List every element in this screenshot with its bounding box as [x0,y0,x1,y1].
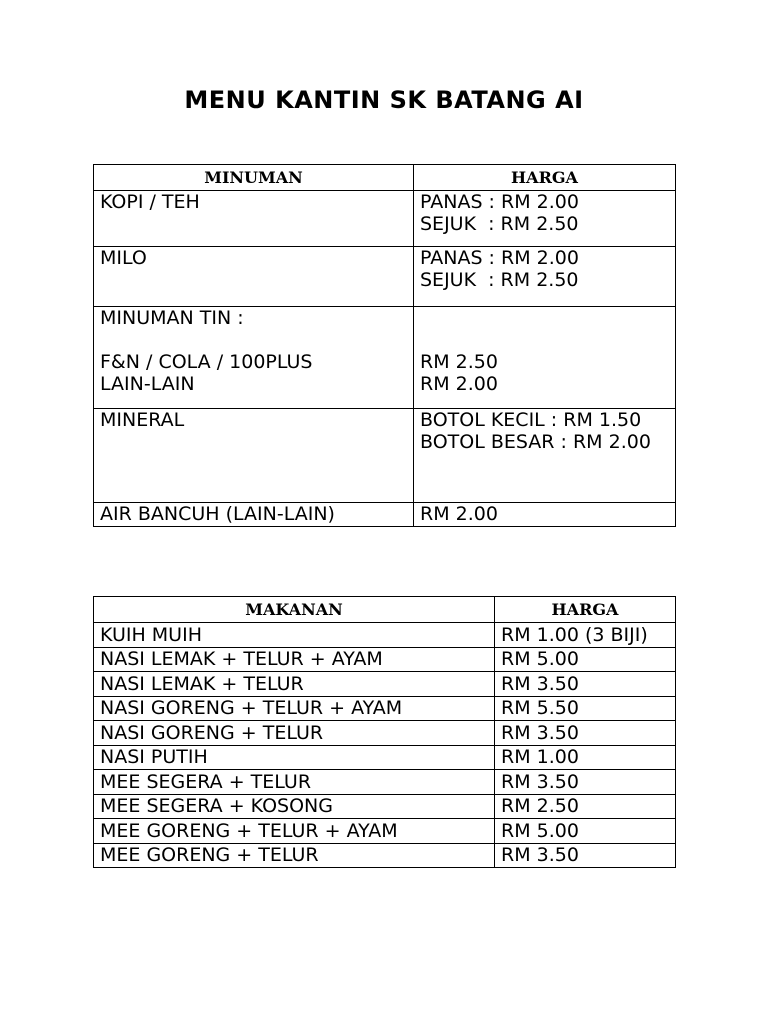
drink-price-hot: PANAS : RM 2.00 [420,191,579,213]
food-item-cell: NASI LEMAK + TELUR [94,672,495,697]
food-item-cell: MEE GORENG + TELUR [94,843,495,868]
drinks-header-row [94,165,676,191]
drinks-price-table [93,164,676,527]
food-item-cell: NASI GORENG + TELUR [94,721,495,746]
drink-price-large-bottle: BOTOL BESAR : RM 2.00 [420,431,651,453]
food-row [94,647,676,672]
drink-item-label: KOPI / TEH [100,191,200,213]
food-item-cell: NASI GORENG + TELUR + AYAM [94,696,495,721]
drink-price-cell [414,191,676,247]
food-header-row [94,597,676,623]
food-price-cell: RM 3.50 [495,672,676,697]
drinks-row [94,503,676,527]
drink-item-cell [94,307,414,409]
food-row [94,819,676,844]
food-price-cell: RM 5.00 [495,819,676,844]
drink-item-cell [94,503,414,527]
food-item-cell: NASI LEMAK + TELUR + AYAM [94,647,495,672]
food-price-cell: RM 2.50 [495,794,676,819]
drink-item-label: MILO [100,247,147,269]
food-row [94,672,676,697]
drink-price-cell [414,247,676,307]
food-row [94,745,676,770]
food-price-cell: RM 1.00 [495,745,676,770]
drink-item-label: AIR BANCUH (LAIN-LAIN) [100,503,335,525]
drink-item-sublabel: LAIN-LAIN [100,373,195,395]
food-price-table [93,596,676,868]
food-row [94,721,676,746]
food-price-cell: RM 5.00 [495,647,676,672]
food-item-cell: NASI PUTIH [94,745,495,770]
food-row [94,623,676,648]
food-item-cell: MEE GORENG + TELUR + AYAM [94,819,495,844]
drink-price-cold: SEJUK : RM 2.50 [420,213,579,235]
drink-price-spacer [420,307,669,329]
drink-price-value: RM 2.00 [420,503,498,525]
drinks-row [94,191,676,247]
food-row [94,843,676,868]
food-header-price: HARGA [495,597,676,623]
drinks-row [94,409,676,503]
drink-item-label: MINERAL [100,409,185,431]
food-item-cell: MEE SEGERA + TELUR [94,770,495,795]
drink-price-value: RM 2.50 [420,351,498,373]
drinks-row [94,307,676,409]
drink-item-cell [94,247,414,307]
food-price-cell: RM 5.50 [495,696,676,721]
drink-item-cell [94,409,414,503]
food-row [94,794,676,819]
food-price-cell: RM 1.00 (3 BIJI) [495,623,676,648]
food-price-cell: RM 3.50 [495,721,676,746]
food-header-item: MAKANAN [94,597,495,623]
drinks-header-price: HARGA [414,165,676,191]
food-item-cell: KUIH MUIH [94,623,495,648]
drink-item-sublabel: F&N / COLA / 100PLUS [100,351,313,373]
drink-price-value: RM 2.00 [420,373,498,395]
drink-item-cell [94,191,414,247]
food-price-cell: RM 3.50 [495,770,676,795]
drink-item-label: MINUMAN TIN : [100,307,244,329]
food-price-cell: RM 3.50 [495,843,676,868]
drink-price-cell [414,409,676,503]
drink-price-spacer [420,329,669,351]
drink-price-cell [414,307,676,409]
drink-price-cell [414,503,676,527]
food-row [94,696,676,721]
drink-item-spacer [100,329,407,351]
drinks-header-item: MINUMAN [94,165,414,191]
food-item-cell: MEE SEGERA + KOSONG [94,794,495,819]
food-row [94,770,676,795]
page-title: MENU KANTIN SK BATANG AI [184,86,584,114]
drink-price-small-bottle: BOTOL KECIL : RM 1.50 [420,409,642,431]
drinks-row [94,247,676,307]
drink-price-hot: PANAS : RM 2.00 [420,247,579,269]
drink-price-cold: SEJUK : RM 2.50 [420,269,579,291]
